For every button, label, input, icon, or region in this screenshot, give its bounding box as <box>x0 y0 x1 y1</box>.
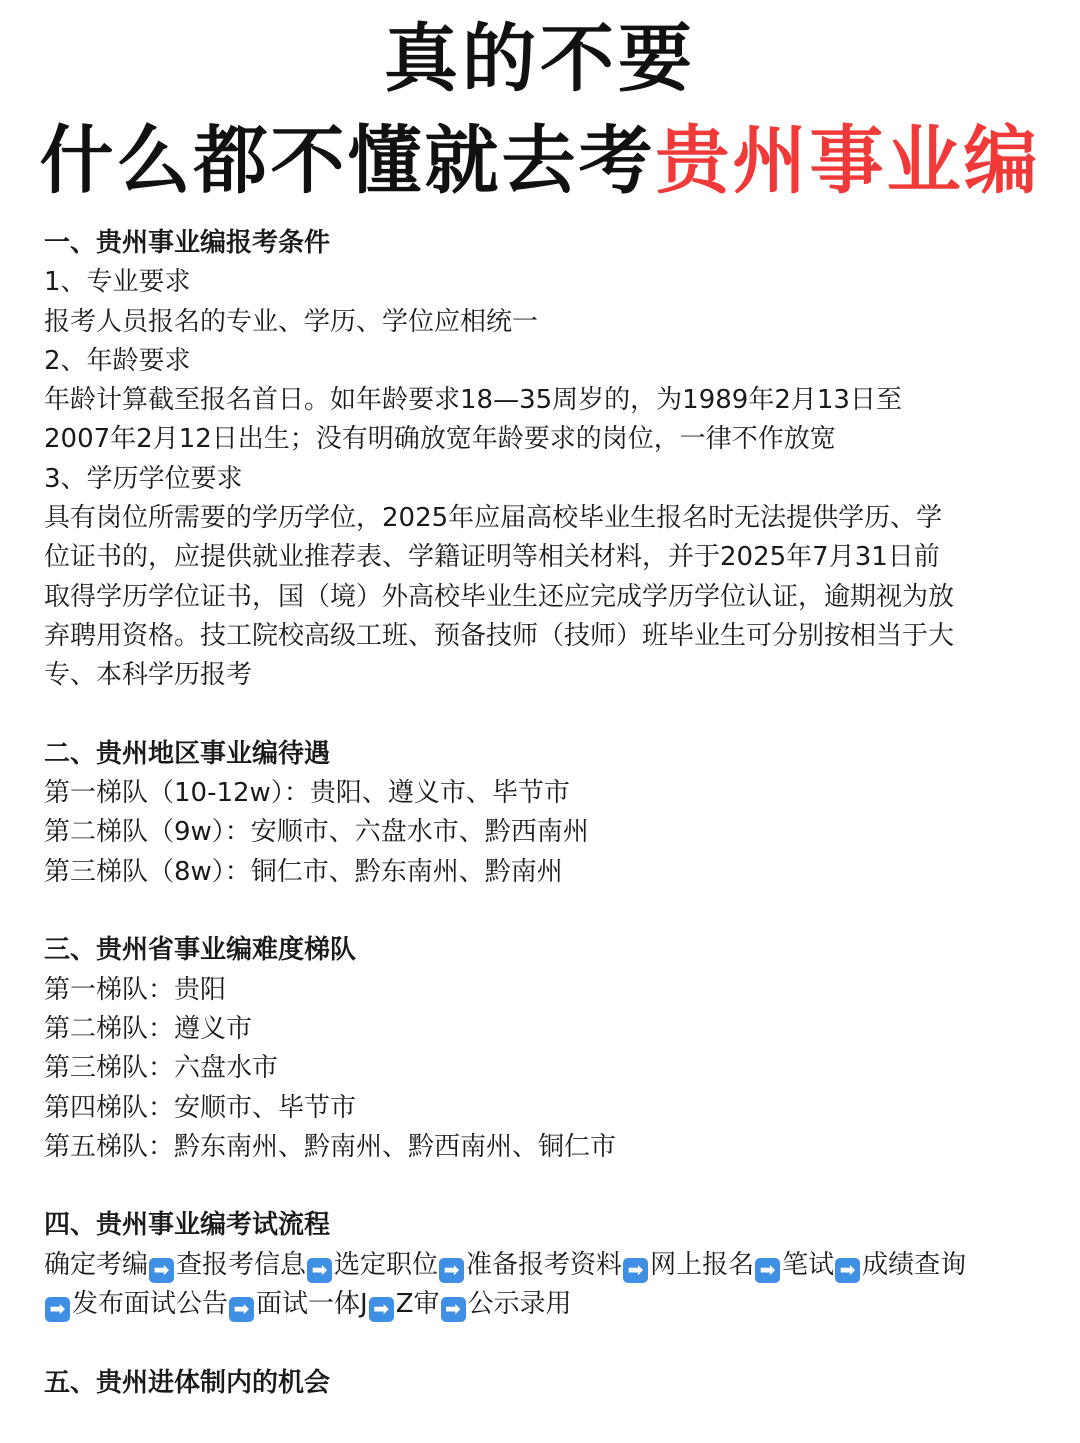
process-step: 成绩查询 <box>862 1249 967 1280</box>
process-step: 发布面试公告 <box>72 1289 229 1320</box>
section-1-line: 2、年龄要求 <box>44 345 191 376</box>
section-1-line: 具有岗位所需要的学历学位，2025年应届高校毕业生报名时无法提供学历、学 <box>44 503 943 534</box>
section-2-heading: 二、贵州地区事业编待遇 <box>44 738 331 769</box>
arrow-right-icon: ➡ <box>369 1297 394 1322</box>
difficulty-tier: 第二梯队：遵义市 <box>44 1013 253 1044</box>
salary-tier: 第一梯队（10-12w）：贵阳、遵义市、毕节市 <box>44 778 570 809</box>
section-1-line: 位证书的，应提供就业推荐表、学籍证明等相关材料，并于2025年7月31日前 <box>44 542 940 573</box>
section-5-heading: 五、贵州进体制内的机会 <box>44 1367 331 1398</box>
process-step: 笔试 <box>782 1249 835 1280</box>
arrow-right-icon: ➡ <box>439 1258 464 1283</box>
difficulty-tier: 第五梯队：黔东南州、黔南州、黔西南州、铜仁市 <box>44 1131 617 1162</box>
section-spacer <box>44 1167 1040 1206</box>
arrow-right-icon: ➡ <box>755 1258 780 1283</box>
article-body <box>44 224 1040 1403</box>
title-line-2-prefix: 什么都不懂就去考 <box>39 118 656 204</box>
title-line-2 <box>0 116 1080 206</box>
section-1-line: 报考人员报名的专业、学历、学位应相统一 <box>44 306 539 337</box>
process-flow-line-1 <box>44 1246 1040 1285</box>
arrow-right-icon: ➡ <box>623 1258 648 1283</box>
section-1-line: 3、学历学位要求 <box>44 463 243 494</box>
section-3-heading: 三、贵州省事业编难度梯队 <box>44 935 357 966</box>
arrow-right-icon: ➡ <box>307 1258 332 1283</box>
difficulty-tier: 第三梯队：六盘水市 <box>44 1053 279 1084</box>
process-step: 查报考信息 <box>176 1249 307 1280</box>
salary-tier: 第三梯队（8w）：铜仁市、黔东南州、黔南州 <box>44 856 563 887</box>
section-1-line: 年龄计算截至报名首日。如年龄要求18—35周岁的，为1989年2月13日至 <box>44 385 902 416</box>
arrow-right-icon: ➡ <box>45 1297 70 1322</box>
process-step: 网上报名 <box>650 1249 755 1280</box>
process-step: 准备报考资料 <box>466 1249 623 1280</box>
process-step: 确定考编 <box>44 1249 149 1280</box>
process-step: Z审 <box>395 1289 440 1320</box>
process-step: 面试一体J <box>256 1289 368 1320</box>
section-1-line: 弃聘用资格。技工院校高级工班、预备技师（技师）班毕业生可分别按相当于大 <box>44 620 955 651</box>
title-line-2-accent: 贵州事业编 <box>655 118 1041 204</box>
section-4-heading: 四、贵州事业编考试流程 <box>44 1210 331 1241</box>
arrow-right-icon: ➡ <box>441 1297 466 1322</box>
section-spacer <box>44 1324 1040 1363</box>
section-1-line: 专、本科学历报考 <box>44 660 253 691</box>
arrow-right-icon: ➡ <box>229 1297 254 1322</box>
process-step: 选定职位 <box>334 1249 439 1280</box>
section-spacer <box>44 892 1040 931</box>
section-spacer <box>44 696 1040 735</box>
process-step: 公示录用 <box>467 1289 572 1320</box>
section-1-heading: 一、贵州事业编报考条件 <box>44 228 331 258</box>
arrow-right-icon: ➡ <box>835 1258 860 1283</box>
process-flow-line-2 <box>44 1285 1040 1324</box>
section-1-line: 1、专业要求 <box>44 267 191 298</box>
section-1-line: 2007年2月12日出生；没有明确放宽年龄要求的岗位，一律不作放宽 <box>44 424 836 455</box>
salary-tier: 第二梯队（9w）：安顺市、六盘水市、黔西南州 <box>44 817 589 848</box>
difficulty-tier: 第一梯队：贵阳 <box>44 974 227 1005</box>
difficulty-tier: 第四梯队：安顺市、毕节市 <box>44 1092 357 1123</box>
title-line-1: 真的不要 <box>384 16 696 102</box>
arrow-right-icon: ➡ <box>149 1258 174 1283</box>
section-1-line: 取得学历学位证书，国（境）外高校毕业生还应完成学历学位认证，逾期视为放 <box>44 581 955 612</box>
